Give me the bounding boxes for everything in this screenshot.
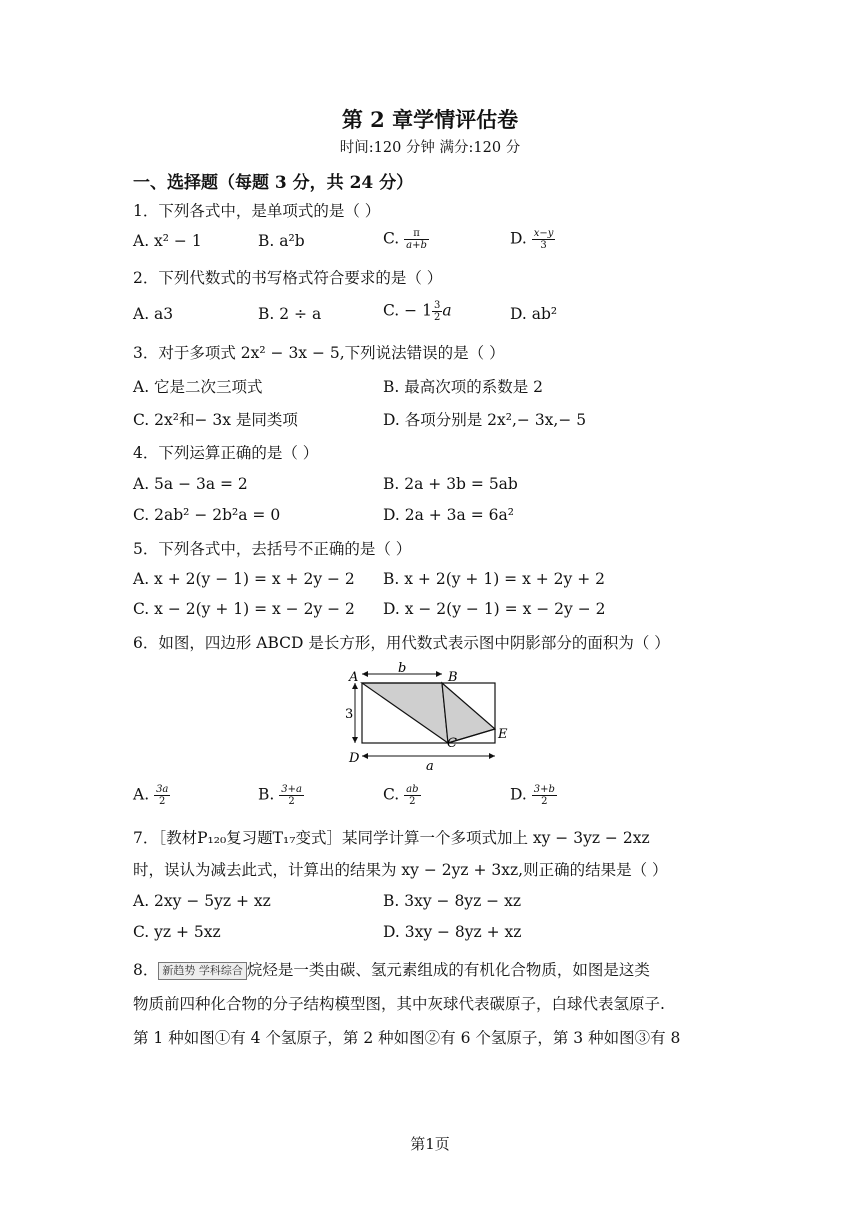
length-label-a: a [426,759,434,774]
q5-option-a: A. x + 2(y − 1) = x + 2y − 2 [133,570,355,588]
q2-option-d: D. ab² [510,305,558,323]
q5-option-d: D. x − 2(y − 1) = x − 2y − 2 [383,600,606,618]
q3-option-a: A. 它是二次三项式 [133,378,263,396]
q4-option-b: B. 2a + 3b = 5ab [383,475,518,493]
q7-option-d: D. 3xy − 8yz + xz [383,923,522,941]
vertex-label-d: D [349,751,360,766]
question-7-stem-line-1: 7．［教材P₁₂₀复习题T₁₇变式］某同学计算一个多项式加上 xy − 3yz − 2xz [133,829,650,847]
question-4-stem: 4．下列运算正确的是（ ） [133,444,319,462]
q7-option-c: C. yz + 5xz [133,923,221,941]
question-8-stem-line-3: 第 1 种如图①有 4 个氢原子，第 2 种如图②有 6 个氢原子，第 3 种如图③有 8 [133,1029,681,1047]
question-3-stem: 3．对于多项式 2x² − 3x − 5,下列说法错误的是（ ） [133,344,505,362]
q1-option-b: B. a²b [258,232,305,250]
length-label-3: 3 [345,707,354,722]
q4-option-a: A. 5a − 3a = 2 [133,475,248,493]
vertex-label-a: A [349,670,359,685]
shaded-triangle-2 [442,683,495,743]
q3-option-c: C. 2x²和− 3x 是同类项 [133,411,298,429]
question-8-stem-line-2: 物质前四种化合物的分子结构模型图，其中灰球代表碳原子，白球代表氢原子. [133,995,665,1013]
rectangle-figure [340,660,520,775]
question-1-stem: 1．下列各式中，是单项式的是（ ） [133,202,381,220]
question-2-stem: 2．下列代数式的书写格式符合要求的是（ ） [133,269,443,287]
q1-option-d: D. $\frac{x-y}{3}$ [510,228,554,251]
q1-option-c: C. $\frac{\pi}{a+b}$ [383,228,427,251]
q5-option-c: C. x − 2(y + 1) = x − 2y − 2 [133,600,355,618]
vertex-label-b: B [448,670,458,685]
exam-info: 时间:120 分钟 满分:120 分 [339,140,521,156]
question-7-stem-line-2: 时，误认为减去此式，计算出的结果为 xy − 2yz + 3xz,则正确的结果是（ ） [133,861,668,879]
q4-option-c: C. 2ab² − 2b²a = 0 [133,506,281,524]
page-number: 第1页 [410,1135,450,1153]
section-heading: 一、选择题（每题 3 分，共 24 分） [133,173,414,193]
fraction: $\frac{ab}{2}$ [406,784,419,807]
q3-option-d: D. 各项分别是 2x²,− 3x,− 5 [383,411,587,429]
question-8-stem-line-1: 8． 新趋势 学科综合 烷烃是一类由碳、氢元素组成的有机化合物质，如图是这类 [133,961,650,979]
q2-option-c: C. − 1 $\frac{3}{2}$ a [383,300,452,323]
question-5-stem: 5．下列各式中，去括号不正确的是（ ） [133,540,412,558]
q6-option-b: B. $\frac{3+a}{2}$ [258,784,302,807]
q5-option-b: B. x + 2(y + 1) = x + 2y + 2 [383,570,605,588]
fraction: $\frac{3}{2}$ [433,300,441,323]
fraction: $\frac{3+b}{2}$ [533,784,555,807]
q3-option-b: B. 最高次项的系数是 2 [383,378,544,396]
fraction: $\frac{3a}{2}$ [156,784,169,807]
shaded-triangle-1 [362,683,448,743]
fraction: $\frac{\pi}{a+b}$ [406,228,427,251]
vertex-label-c: C [447,736,457,751]
fraction: $\frac{3+a}{2}$ [281,784,302,807]
q2-option-b: B. 2 ÷ a [258,305,322,323]
q6-option-c: C. $\frac{ab}{2}$ [383,784,419,807]
q7-option-a: A. 2xy − 5yz + xz [133,892,271,910]
q4-option-d: D. 2a + 3a = 6a² [383,506,514,524]
fraction: $\frac{x-y}{3}$ [533,228,554,251]
page-title: 第 2 章学情评估卷 [341,107,519,132]
q7-option-b: B. 3xy − 8yz − xz [383,892,521,910]
q1-option-a: A. x² − 1 [133,232,202,250]
q6-option-d: D. $\frac{3+b}{2}$ [510,784,555,807]
length-label-b: b [398,661,407,676]
trend-badge: 新趋势 学科综合 [158,962,247,980]
vertex-label-e: E [498,727,508,742]
question-6-stem: 6．如图，四边形 ABCD 是长方形，用代数式表示图中阴影部分的面积为（ ） [133,634,670,652]
q6-option-a: A. $\frac{3a}{2}$ [133,784,169,807]
q2-option-a: A. a3 [133,305,174,323]
